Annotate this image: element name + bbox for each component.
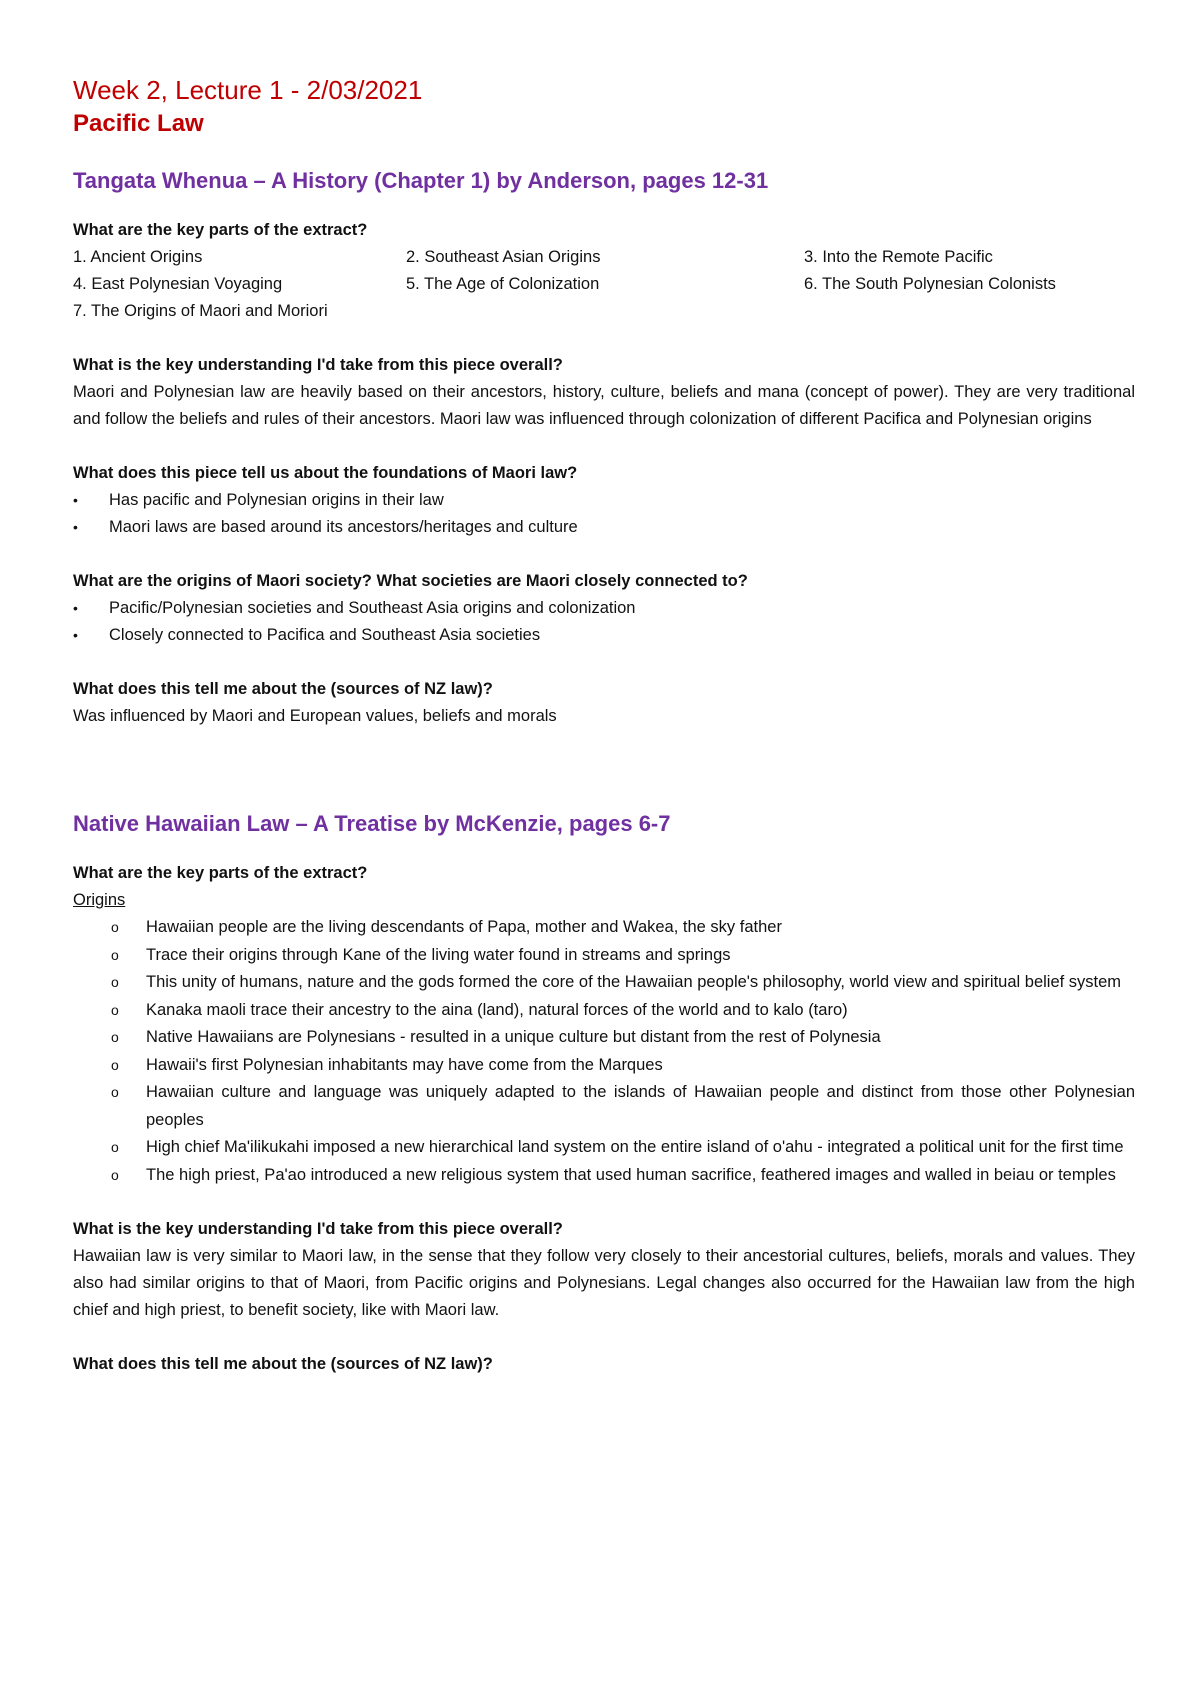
s2-question-sources: What does this tell me about the (sources of NZ law)?: [73, 1355, 493, 1373]
circle-bullet-icon: o: [111, 946, 119, 963]
circle-bullet-icon: o: [111, 1166, 119, 1183]
list-item: o Native Hawaiians are Polynesians - resulted in a unique culture but distant from the rest of Polynesia: [73, 1024, 1135, 1052]
list-item: o Hawaiian culture and language was uniquely adapted to the islands of Hawaiian people and distinct from those other Polynesian peoples: [73, 1079, 1135, 1134]
course-title: Pacific Law: [73, 110, 204, 137]
s1-foundations-list: [73, 487, 1135, 541]
s1-question-key-parts: What are the key parts of the extract?: [73, 221, 368, 239]
part-item: 1. Ancient Origins: [73, 248, 203, 266]
section1-heading: Tangata Whenua – A History (Chapter 1) by Anderson, pages 12-31: [73, 168, 769, 193]
lecture-title: Week 2, Lecture 1 - 2/03/2021: [73, 75, 423, 105]
list-item: o This unity of humans, nature and the gods formed the core of the Hawaiian people's philosophy, world view and spiritual belief system: [73, 969, 1135, 997]
list-item: • Closely connected to Pacifica and Southeast Asia societies: [73, 622, 1135, 649]
circle-bullet-icon: o: [111, 974, 119, 990]
list-item: o Kanaka maoli trace their ancestry to the aina (land), natural forces of the world and to kalo (taro): [73, 997, 1135, 1025]
part-item: 7. The Origins of Maori and Moriori: [73, 302, 328, 320]
bullet-icon: •: [73, 492, 78, 508]
bullet-icon: •: [73, 600, 78, 616]
s1-answer-sources: Was influenced by Maori and European values, beliefs and morals: [73, 707, 557, 725]
s2-question-key-understanding: What is the key understanding I'd take from this piece overall?: [73, 1220, 563, 1238]
part-item: 2. Southeast Asian Origins: [406, 248, 601, 266]
s1-origins-list: [73, 595, 1135, 649]
list-item: o Trace their origins through Kane of the living water found in streams and springs: [73, 942, 1135, 970]
s2-answer-key-understanding: Hawaiian law is very similar to Maori law, in the sense that they follow very closely to their ancestorial cultures, beliefs, morals and values. They also had similar origins to that of Maori, from Pacific origins and Polynesians. Legal changes also occurred for the Hawaiian law from the high chief and high priest, to benefit society, like with Maori law.: [73, 1247, 1135, 1319]
s1-parts-grid: [73, 244, 1135, 325]
s1-answer-key-understanding: Maori and Polynesian law are heavily based on their ancestors, history, culture, beliefs and mana (concept of power). They are very traditional and follow the beliefs and rules of their ancestors. Maori law was influenced through colonization of different Pacifica and Polynesian origins: [73, 383, 1135, 428]
section2-heading: Native Hawaiian Law – A Treatise by McKenzie, pages 6-7: [73, 811, 671, 836]
s2-question-key-parts: What are the key parts of the extract?: [73, 864, 368, 882]
part-item: 4. East Polynesian Voyaging: [73, 275, 283, 293]
list-item: • Maori laws are based around its ancestors/heritages and culture: [73, 514, 1135, 541]
circle-bullet-icon: o: [111, 919, 119, 935]
bullet-icon: •: [73, 627, 78, 643]
origins-subheading: Origins: [73, 891, 126, 909]
circle-bullet-icon: o: [111, 1029, 119, 1045]
part-item: 3. Into the Remote Pacific: [804, 248, 993, 266]
circle-bullet-icon: o: [111, 1139, 119, 1155]
document-page: [73, 74, 1135, 1378]
list-item: o The high priest, Pa'ao introduced a new religious system that used human sacrifice, feathered images and walled in beiau or temples: [73, 1162, 1135, 1190]
s1-question-foundations: What does this piece tell us about the foundations of Maori law?: [73, 464, 578, 482]
list-item: • Has pacific and Polynesian origins in their law: [73, 487, 1135, 514]
list-item: o Hawaiian people are the living descendants of Papa, mother and Wakea, the sky father: [73, 914, 1135, 942]
list-item: o High chief Ma'ilikukahi imposed a new hierarchical land system on the entire island of o'ahu - integrated a political unit for the first time: [73, 1134, 1135, 1162]
s1-question-key-understanding: What is the key understanding I'd take from this piece overall?: [73, 356, 563, 374]
circle-bullet-icon: o: [111, 1001, 119, 1018]
s1-question-sources: What does this tell me about the (sources of NZ law)?: [73, 680, 493, 698]
list-item: o Hawaii's first Polynesian inhabitants may have come from the Marques: [73, 1052, 1135, 1080]
s2-origins-list: [73, 914, 1135, 1189]
circle-bullet-icon: o: [111, 1084, 119, 1100]
list-item: • Pacific/Polynesian societies and Southeast Asia origins and colonization: [73, 595, 1135, 622]
s1-question-origins: What are the origins of Maori society? What societies are Maori closely connected to?: [73, 572, 748, 590]
bullet-icon: •: [73, 519, 78, 535]
part-item: 5. The Age of Colonization: [406, 275, 600, 293]
circle-bullet-icon: o: [111, 1056, 119, 1073]
part-item: 6. The South Polynesian Colonists: [804, 275, 1056, 293]
